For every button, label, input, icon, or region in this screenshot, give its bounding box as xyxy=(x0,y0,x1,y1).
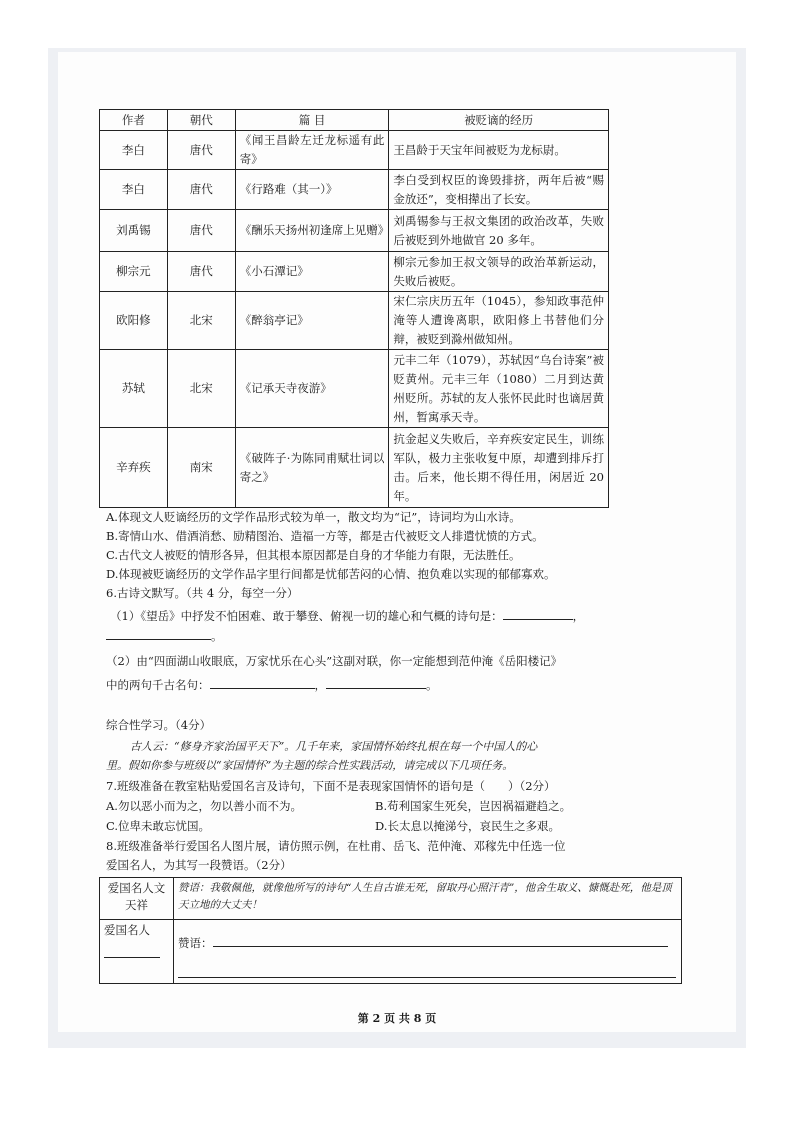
experience-cell: 李白受到权臣的谗毁排挤，两年后被“赐金放还”，变相撵出了长安。 xyxy=(389,170,609,210)
dynasty-cell: 唐代 xyxy=(167,131,235,170)
option-c: C.古代文人被贬的情形各异，但其根本原因都是自身的才华能力有限，无法胜任。 xyxy=(106,548,521,562)
title-cell: 《闻王昌龄左迁龙标遥有此寄》 xyxy=(235,131,389,170)
title-cell: 《记承天寺夜游》 xyxy=(235,350,389,428)
title-cell: 《行路难（其一）》 xyxy=(235,170,389,210)
q6-part2-line2 xyxy=(106,676,438,693)
demotion-table xyxy=(99,109,609,508)
table-row xyxy=(100,210,609,252)
option-d: D.体现被贬谪经历的文学作品字里行间都是忧郁苦闷的心情、抱负难以实现的郁郁寡欢。 xyxy=(106,567,556,581)
table-header-row xyxy=(100,110,609,131)
dynasty-cell: 北宋 xyxy=(167,292,235,350)
author-cell: 柳宗元 xyxy=(100,252,168,292)
q6-period: 。 xyxy=(211,629,223,643)
q6-part1-line2 xyxy=(106,627,223,644)
answer-blank[interactable] xyxy=(503,607,573,620)
option-a: A.体现文人贬谪经历的文学作品形式较为单一，散文均为“记”，诗词均为山水诗。 xyxy=(106,510,521,524)
q7-option-a: A.勿以恶小而为之，勿以善小而不为。 xyxy=(106,799,302,813)
q7-option-c: C.位卑未敢忘忧国。 xyxy=(106,819,211,833)
table-row xyxy=(100,170,609,210)
section-title: 综合性学习。（4分） xyxy=(106,718,212,732)
table-row xyxy=(100,350,609,428)
answer-label-cell xyxy=(100,920,174,984)
experience-cell: 抗金起义失败后，辛弃疾安定民生，训练军队，极力主张收复中原，却遭到排斥打击。后来，他长期不得任用，闲居近 20 年。 xyxy=(389,428,609,508)
dynasty-cell: 唐代 xyxy=(167,252,235,292)
header-experience: 被贬谪的经历 xyxy=(389,110,609,131)
header-title: 篇 目 xyxy=(235,110,389,131)
experience-cell: 元丰二年（1079），苏轼因“乌台诗案”被贬黄州。元丰三年（1080）二月到达黄州贬所。苏轼的友人张怀民此时也谪居黄州，暂寓承天寺。 xyxy=(389,350,609,428)
author-cell: 苏轼 xyxy=(100,350,168,428)
example-row xyxy=(100,878,682,920)
page-footer: 第 2 页 共 8 页 xyxy=(357,1012,437,1025)
author-cell: 刘禹锡 xyxy=(100,210,168,252)
q6-title: 6.古诗文默写。（共 4 分，每空一分） xyxy=(106,586,299,600)
answer-praise-cell xyxy=(174,920,682,984)
table-row xyxy=(100,252,609,292)
q7-option-d: D.长太息以掩涕兮，哀民生之多艰。 xyxy=(375,819,560,833)
table-row xyxy=(100,428,609,508)
experience-cell: 柳宗元参加王叔文领导的政治革新运动，失败后被贬。 xyxy=(389,252,609,292)
example-label: 爱国名人文天祥 xyxy=(100,878,174,920)
q8-stem-line1: 8.班级准备举行爱国名人图片展，请仿照示例，在杜甫、岳飞、范仲淹、邓稼先中任选一位 xyxy=(106,839,566,853)
praise-blank[interactable] xyxy=(213,934,668,947)
q7-stem: 7.班级准备在教室粘贴爱国名言及诗句，下面不是表现家国情怀的语句是（ ）（2分） xyxy=(106,779,556,793)
title-cell: 《醉翁亭记》 xyxy=(235,292,389,350)
answer-prefix: 赞语： xyxy=(178,936,213,950)
q6-part2-text: 中的两句千古名句： xyxy=(106,678,210,692)
intro-line1: 古人云：“修身齐家治国平天下”。几千年来，家国情怀始终扎根在每一个中国人的心 xyxy=(130,740,538,753)
dynasty-cell: 唐代 xyxy=(167,170,235,210)
title-cell: 《破阵子·为陈同甫赋壮词以寄之》 xyxy=(235,428,389,508)
answer-label: 爱国名人 xyxy=(104,923,150,937)
name-blank[interactable] xyxy=(104,945,160,958)
author-cell: 欧阳修 xyxy=(100,292,168,350)
author-cell: 辛弃疾 xyxy=(100,428,168,508)
answer-blank[interactable] xyxy=(106,627,211,640)
option-b: B.寄情山水、借酒消愁、励精图治、造福一方等，都是古代被贬文人排遣忧愤的方式。 xyxy=(106,529,544,543)
example-praise: 赞语：我敬佩他，就像他所写的诗句“人生自古谁无死，留取丹心照汗青”，他舍生取义、慷慨赴死，他是顶天立地的大丈夫！ xyxy=(174,878,682,920)
answer-blank[interactable] xyxy=(326,676,426,689)
dynasty-cell: 北宋 xyxy=(167,350,235,428)
q6-end: 。 xyxy=(426,678,438,692)
header-author: 作者 xyxy=(100,110,168,131)
answer-blank[interactable] xyxy=(210,676,315,689)
author-cell: 李白 xyxy=(100,170,168,210)
praise-table xyxy=(99,877,682,984)
praise-blank-2[interactable] xyxy=(178,965,676,978)
table-row xyxy=(100,131,609,170)
q6-part1-comma: ， xyxy=(572,609,585,623)
experience-cell: 刘禹锡参与王叔文集团的政治改革，失败后被贬到外地做官 20 多年。 xyxy=(389,210,609,252)
dynasty-cell: 唐代 xyxy=(167,210,235,252)
q6-comma: ， xyxy=(314,678,326,692)
experience-cell: 宋仁宗庆历五年（1045），参知政事范仲淹等人遭谗离职，欧阳修上书替他们分辩，被贬到滁州做知州。 xyxy=(389,292,609,350)
author-cell: 李白 xyxy=(100,131,168,170)
experience-cell: 王昌龄于天宝年间被贬为龙标尉。 xyxy=(389,131,609,170)
table-row xyxy=(100,292,609,350)
header-dynasty: 朝代 xyxy=(167,110,235,131)
q8-stem-line2: 爱国名人，为其写一段赞语。（2分） xyxy=(106,858,292,872)
answer-row xyxy=(100,920,682,984)
intro-line2: 里。假如你参与班级以“家国情怀”为主题的综合性实践活动，请完成以下几项任务。 xyxy=(106,759,514,772)
q6-part1-text: （1）《望岳》中抒发不怕困难、敢于攀登、俯视一切的雄心和气概的诗句是： xyxy=(110,609,503,623)
q6-part2-line1: （2）由“四面湖山收眼底，万家忧乐在心头”这副对联，你一定能想到范仲淹《岳阳楼记》 xyxy=(106,654,563,668)
dynasty-cell: 南宋 xyxy=(167,428,235,508)
title-cell: 《酬乐天扬州初逢席上见赠》 xyxy=(235,210,389,252)
q6-part1 xyxy=(110,607,584,624)
title-cell: 《小石潭记》 xyxy=(235,252,389,292)
q7-option-b: B.苟利国家生死矣，岂因祸福避趋之。 xyxy=(375,799,572,813)
